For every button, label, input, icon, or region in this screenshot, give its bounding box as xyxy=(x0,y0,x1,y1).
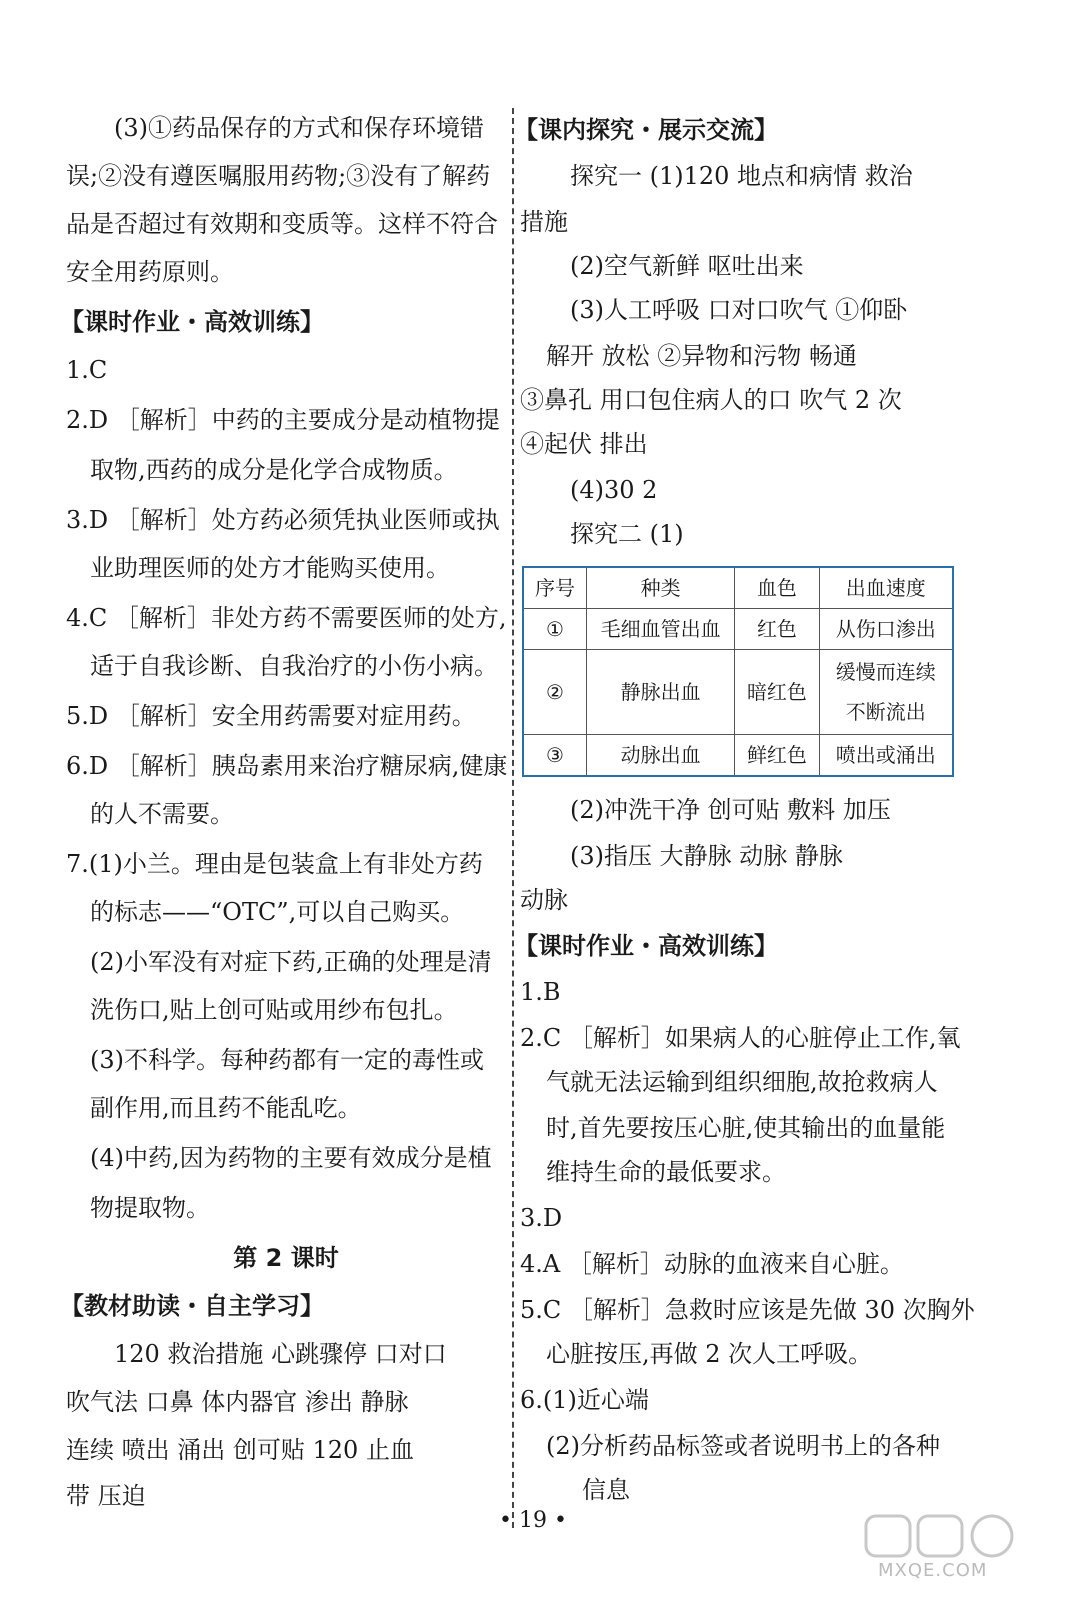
text-line: 心脏按压,再做 2 次人工呼吸。 xyxy=(546,1340,873,1368)
answer-item: 2.D ［解析］中药的主要成分是动植物提 xyxy=(66,406,500,434)
table-header: 种类 xyxy=(586,567,734,609)
answer-item: 6.(1)近心端 xyxy=(520,1386,649,1414)
answer-item: 5.D ［解析］安全用药需要对症用药。 xyxy=(66,702,476,730)
table-cell: 缓慢而连续不断流出 xyxy=(819,650,953,735)
lesson-title: 第 2 课时 xyxy=(233,1244,339,1272)
table-cell: ② xyxy=(523,650,586,735)
answer-item: 5.C ［解析］急救时应该是先做 30 次胸外 xyxy=(520,1296,975,1324)
table-cell: ① xyxy=(523,609,586,650)
text-line: 维持生命的最低要求。 xyxy=(546,1158,786,1186)
column-divider xyxy=(512,108,514,1528)
text-line: 洗伤口,贴上创可贴或用纱布包扎。 xyxy=(90,996,458,1024)
answer-item: 4.A ［解析］动脉的血液来自心脏。 xyxy=(520,1250,904,1278)
answer-item: 4.C ［解析］非处方药不需要医师的处方, xyxy=(66,604,507,632)
table-header: 序号 xyxy=(523,567,586,609)
answer-item: 2.C ［解析］如果病人的心脏停止工作,氧 xyxy=(520,1024,961,1052)
text-line: (3)不科学。每种药都有一定的毒性或 xyxy=(90,1046,484,1074)
section-heading: 【课时作业・高效训练】 xyxy=(514,932,778,960)
text-line: 安全用药原则。 xyxy=(66,258,234,286)
table-cell: ③ xyxy=(523,735,586,777)
text-line: 副作用,而且药不能乱吃。 xyxy=(90,1094,362,1122)
table-row xyxy=(523,735,953,777)
text-line: 信息 xyxy=(582,1476,630,1504)
text-line: 探究二 (1) xyxy=(570,520,684,548)
text-line: 的标志——“OTC”,可以自己购买。 xyxy=(90,898,465,926)
table-cell: 静脉出血 xyxy=(586,650,734,735)
answer-item: 3.D xyxy=(520,1204,563,1232)
table-cell: 从伤口渗出 xyxy=(819,609,953,650)
text-line: (2)小军没有对症下药,正确的处理是清 xyxy=(90,948,492,976)
answer-item: 1.B xyxy=(520,978,561,1006)
text-line: 时,首先要按压心脏,使其输出的血量能 xyxy=(546,1114,946,1142)
section-heading: 【教材助读・自主学习】 xyxy=(60,1292,324,1320)
text-line: (3)指压 大静脉 动脉 静脉 xyxy=(570,842,843,870)
section-heading: 【课内探究・展示交流】 xyxy=(514,116,778,144)
answer-item: 3.D ［解析］处方药必须凭执业医师或执 xyxy=(66,506,500,534)
text-line: ③鼻孔 用口包住病人的口 吹气 2 次 xyxy=(520,386,902,414)
text-line: 吹气法 口鼻 体内器官 渗出 静脉 xyxy=(66,1388,409,1416)
table-cell: 毛细血管出血 xyxy=(586,609,734,650)
table-cell: 动脉出血 xyxy=(586,735,734,777)
text-line: 气就无法运输到组织细胞,故抢救病人 xyxy=(546,1068,938,1096)
text-line: (2)空气新鲜 呕吐出来 xyxy=(570,252,804,280)
watermark-logo xyxy=(860,1512,1050,1588)
text-line: (3)①药品保存的方式和保存环境错 xyxy=(114,114,484,142)
text-line: 适于自我诊断、自我治疗的小伤小病。 xyxy=(90,652,498,680)
text-line: (4)30 2 xyxy=(570,476,658,504)
text-line: 取物,西药的成分是化学合成物质。 xyxy=(90,456,458,484)
watermark-icon xyxy=(860,1512,1030,1562)
text-line: 措施 xyxy=(520,208,568,236)
text-line: 业助理医师的处方才能购买使用。 xyxy=(90,554,450,582)
text-line: (4)中药,因为药物的主要有效成分是植 xyxy=(90,1144,492,1172)
text-line: 探究一 (1)120 地点和病情 救治 xyxy=(570,162,913,190)
text-line: 解开 放松 ②异物和污物 畅通 xyxy=(546,342,857,370)
text-line: 的人不需要。 xyxy=(90,800,234,828)
text-line: ④起伏 排出 xyxy=(520,430,648,458)
bleeding-types-table xyxy=(522,566,954,777)
watermark-text: MXQE.COM xyxy=(878,1560,988,1581)
text-line: (2)分析药品标签或者说明书上的各种 xyxy=(546,1432,940,1460)
table-row xyxy=(523,609,953,650)
table-header-row xyxy=(523,567,953,609)
table-cell: 暗红色 xyxy=(735,650,819,735)
text-line: 物提取物。 xyxy=(90,1194,210,1222)
text-line: 连续 喷出 涌出 创可贴 120 止血 xyxy=(66,1436,414,1464)
text-line: 误;②没有遵医嘱服用药物;③没有了解药 xyxy=(66,162,491,190)
table-cell: 喷出或涌出 xyxy=(819,735,953,777)
text-line: 动脉 xyxy=(520,886,568,914)
text-line: (2)冲洗干净 创可贴 敷料 加压 xyxy=(570,796,891,824)
table-cell: 红色 xyxy=(735,609,819,650)
answer-item: 1.C xyxy=(66,356,108,384)
answer-item: 7.(1)小兰。理由是包装盒上有非处方药 xyxy=(66,850,483,878)
text-line: (3)人工呼吸 口对口吹气 ①仰卧 xyxy=(570,296,908,324)
text-line: 品是否超过有效期和变质等。这样不符合 xyxy=(66,210,498,238)
table-row xyxy=(523,650,953,735)
text-line: 带 压迫 xyxy=(66,1482,146,1510)
answer-item: 6.D ［解析］胰岛素用来治疗糖尿病,健康 xyxy=(66,752,508,780)
table-cell: 鲜红色 xyxy=(735,735,819,777)
table-header: 出血速度 xyxy=(819,567,953,609)
text-line: 120 救治措施 心跳骤停 口对口 xyxy=(114,1340,447,1368)
table-header: 血色 xyxy=(735,567,819,609)
section-heading: 【课时作业・高效训练】 xyxy=(60,308,324,336)
page-number: • 19 • xyxy=(499,1508,567,1533)
